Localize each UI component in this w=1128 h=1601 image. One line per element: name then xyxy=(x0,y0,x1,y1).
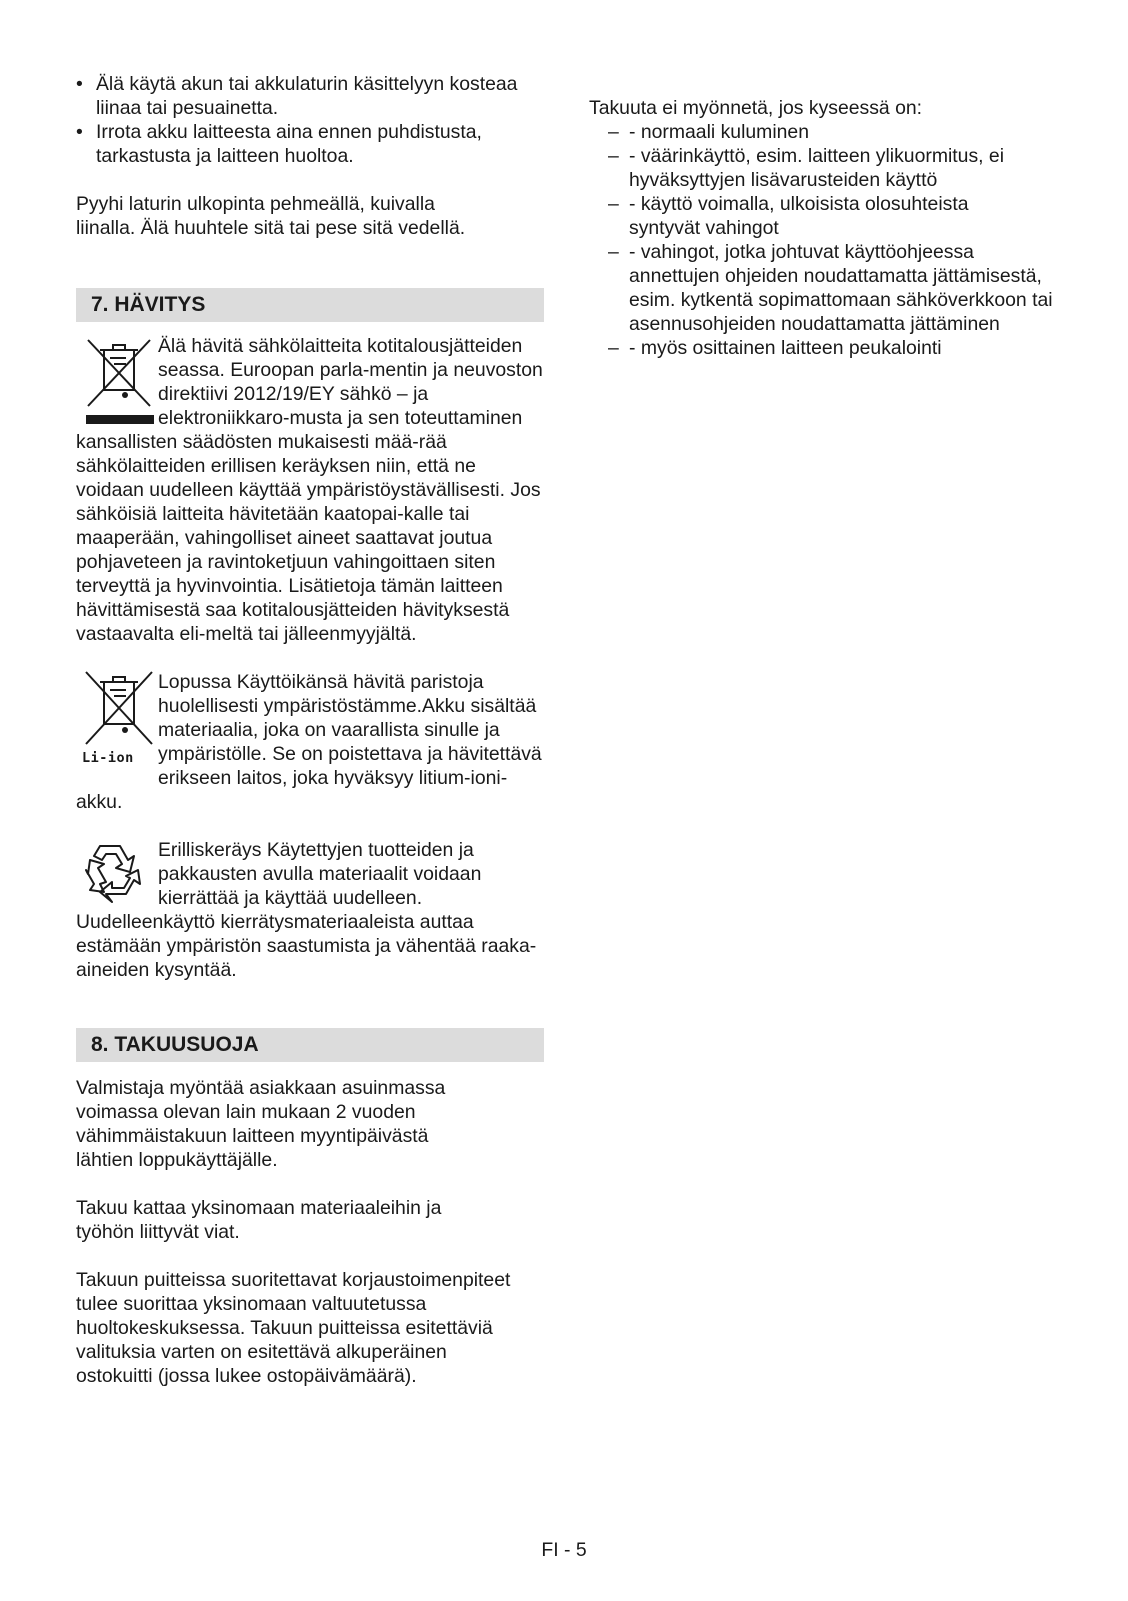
li-ion-label: Li-ion xyxy=(82,750,134,766)
exclusions-list xyxy=(589,120,1059,360)
recycling-block xyxy=(76,838,544,982)
care-bullet-item: • Irrota akku laitteesta aina ennen puhdistusta, tarkastusta ja laitteen huoltoa. xyxy=(76,120,544,168)
charger-cleaning-text: Pyyhi laturin ulkopinta pehmeällä, kuivalla liinalla. Älä huuhtele sitä tai pese sitä vedellä. xyxy=(76,193,466,239)
weee-icon xyxy=(76,334,156,430)
battery-disposal-text: Lopussa Käyttöikänsä hävitä paristoja huolellisesti ympäristöstämme.Akku sisältää materiaalia, joka on vaarallista sinulle ja ympäristölle. Se on poistettava ja hävitettävä erikseen laitos, joka hyväksyy litium-ioni-akku. xyxy=(76,671,542,813)
warranty-paragraph: Valmistaja myöntää asiakkaan asuinmassa voimassa olevan lain mukaan 2 vuoden vähimmäistakuun laitteen myyntipäivästä lähtien loppukäyttäjälle. xyxy=(76,1077,446,1171)
exclusion-item: – - vahingot, jotka johtuvat käyttöohjeessa annettujen ohjeiden noudattamatta jättämisestä, esim. kytkentä sopimattomaan sähköverkkoon tai asennusohjeiden noudattamatta jättäminen xyxy=(589,240,1059,336)
exclusion-item: – - käyttö voimalla, ulkoisista olosuhteista syntyvät vahingot xyxy=(589,192,969,240)
section-8-heading: 8. TAKUUSUOJA xyxy=(76,1028,544,1062)
battery-disposal-block xyxy=(76,670,544,814)
care-bullet-item: • Älä käytä akun tai akkulaturin käsittelyyn kosteaa liinaa tai pesuainetta. xyxy=(76,72,544,120)
recycle-icon xyxy=(76,838,156,910)
exclusion-item: – - myös osittainen laitteen peukalointi xyxy=(589,336,1059,360)
warranty-paragraph: Takuun puitteissa suoritettavat korjaustoimenpiteet tulee suorittaa yksinomaan valtuutetussa huoltokeskuksessa. Takuun puitteissa esitettäviä valituksia varten on esitettävä alkuperäinen ostokuitti (jossa lukee ostopäivämäärä). xyxy=(76,1269,511,1387)
battery-bin-icon xyxy=(76,670,156,770)
weee-block xyxy=(76,334,544,646)
exclusion-item: – - normaali kuluminen xyxy=(589,120,1059,144)
left-column xyxy=(76,72,544,1388)
right-column xyxy=(589,96,1059,360)
weee-disposal-text: Älä hävitä sähkölaitteita kotitalousjätteiden seassa. Euroopan parla-mentin ja neuvoston direktiivi 2012/19/EY sähkö – ja elektroniikkaro-musta ja sen toteuttaminen kansallisten säädösten mukaisesti mää-rää sähkölaitteiden erillisen keräyksen niin, että ne voidaan uudelleen käyttää ympäristöystävällisesti. Jos sähköisiä laitteita hävitetään kaatopai-kalle tai maaperään, vahingolliset aineet saattavat joutua pohjaveteen ja ravintoketjuun vahingoittaen siten terveyttä ja hyvinvointia. Lisätietoja tämän laitteen hävittämisestä saa kotitalousjätteiden hävityksestä vastaavalta eli-meltä tai jälleenmyyjältä. xyxy=(76,335,543,645)
page-number: FI - 5 xyxy=(541,1539,587,1561)
section-7-heading: 7. HÄVITYS xyxy=(76,288,544,322)
exclusion-item: – - väärinkäyttö, esim. laitteen ylikuormitus, ei hyväksyttyjen lisävarusteiden käyttö xyxy=(589,144,1049,192)
exclusions-intro: Takuuta ei myönnetä, jos kyseessä on: xyxy=(589,97,923,119)
recycling-text: Erilliskeräys Käytettyjen tuotteiden ja pakkausten avulla materiaalit voidaan kierrättää ja käyttää uudelleen. Uudelleenkäyttö kierrätysmateriaaleista auttaa estämään ympäristön saastumista ja vähentää raaka-aineiden kysyntää. xyxy=(76,839,537,981)
warranty-paragraph: Takuu kattaa yksinomaan materiaaleihin ja työhön liittyvät viat. xyxy=(76,1197,442,1243)
care-bullet-list xyxy=(76,72,544,168)
